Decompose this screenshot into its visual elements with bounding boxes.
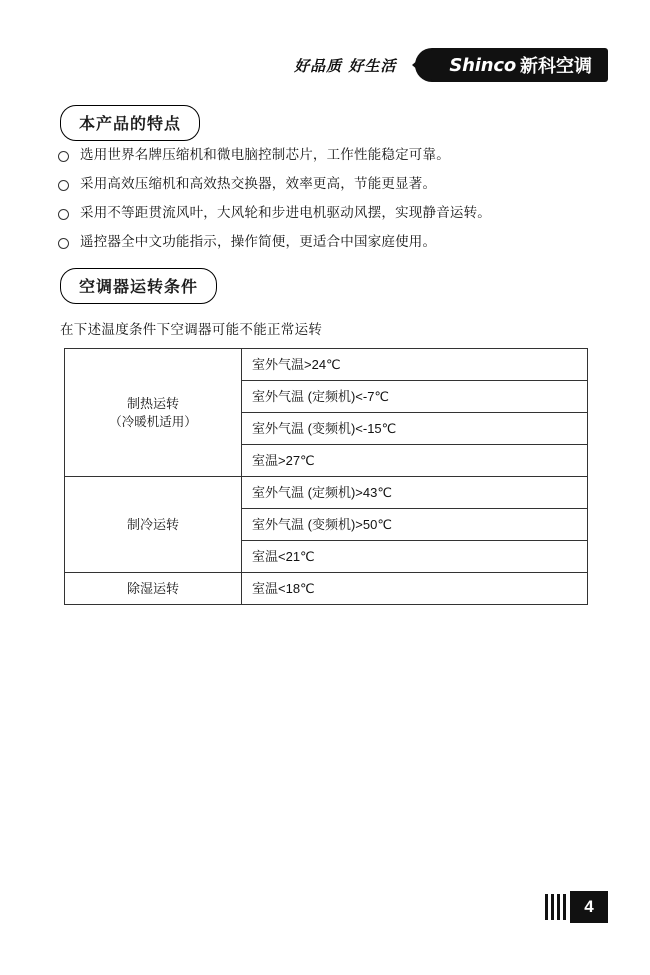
mode-label: 制热运转 [126,395,179,411]
footer-bar-1 [545,894,548,920]
brand-chinese-name: 新科空调 [520,56,592,76]
page-header [284,48,608,82]
brand-latin-name: Shinco [449,54,516,76]
features-list [58,146,598,262]
mode-label: 除湿运转 [126,581,179,596]
circle-bullet-icon [58,238,69,249]
circle-bullet-icon [58,209,69,220]
mode-sub-label: （冷暖机适用） [109,414,197,429]
footer-bar-3 [557,894,560,920]
table-row [65,349,588,381]
list-item [58,175,598,193]
circle-bullet-icon [58,151,69,162]
footer-bar-4 [563,894,566,920]
footer-bar-2 [551,894,554,920]
header-slogan: 好品质 好生活 [294,56,397,75]
table-cell-condition: 室温<18℃ [242,573,588,605]
list-item [58,233,598,251]
page-number: 4 [570,891,608,923]
conditions-intro-text: 在下述温度条件下空调器可能不能正常运转 [60,322,323,337]
feature-text: 采用不等距贯流风叶，大风轮和步进电机驱动风摆，实现静音运转。 [80,205,491,220]
features-section-heading [60,105,200,141]
features-section-title: 本产品的特点 [60,105,200,141]
feature-text: 采用高效压缩机和高效热交换器，效率更高，节能更显著。 [80,176,437,191]
table-row [65,573,588,605]
page-footer [545,891,608,923]
table-cell-condition: 室外气温>24℃ [242,349,588,381]
table-cell-mode-cooling [65,477,242,573]
table-cell-condition: 室外气温 (定频机)>43℃ [242,477,588,509]
circle-bullet-icon [58,180,69,191]
footer-bars-decoration [545,891,566,923]
feature-text: 选用世界名牌压缩机和微电脑控制芯片，工作性能稳定可靠。 [80,147,450,162]
table-cell-mode-heating [65,349,242,477]
table-cell-condition: 室温<21℃ [242,541,588,573]
table-cell-condition: 室外气温 (定频机)<-7℃ [242,381,588,413]
table-cell-condition: 室外气温 (变频机)<-15℃ [242,413,588,445]
brand-logo [431,48,608,82]
list-item [58,146,598,164]
table-row [65,477,588,509]
feature-text: 遥控器全中文功能指示，操作简便，更适合中国家庭使用。 [80,234,437,249]
table-cell-condition: 室外气温 (变频机)>50℃ [242,509,588,541]
list-item [58,204,598,222]
mode-label: 制冷运转 [126,517,179,532]
conditions-section-title: 空调器运转条件 [60,268,217,304]
conditions-section-heading [60,268,217,304]
table-cell-mode-dehumidify [65,573,242,605]
header-wedge-shape [412,48,432,82]
operating-conditions-table [64,348,588,605]
table-cell-condition: 室温>27℃ [242,445,588,477]
